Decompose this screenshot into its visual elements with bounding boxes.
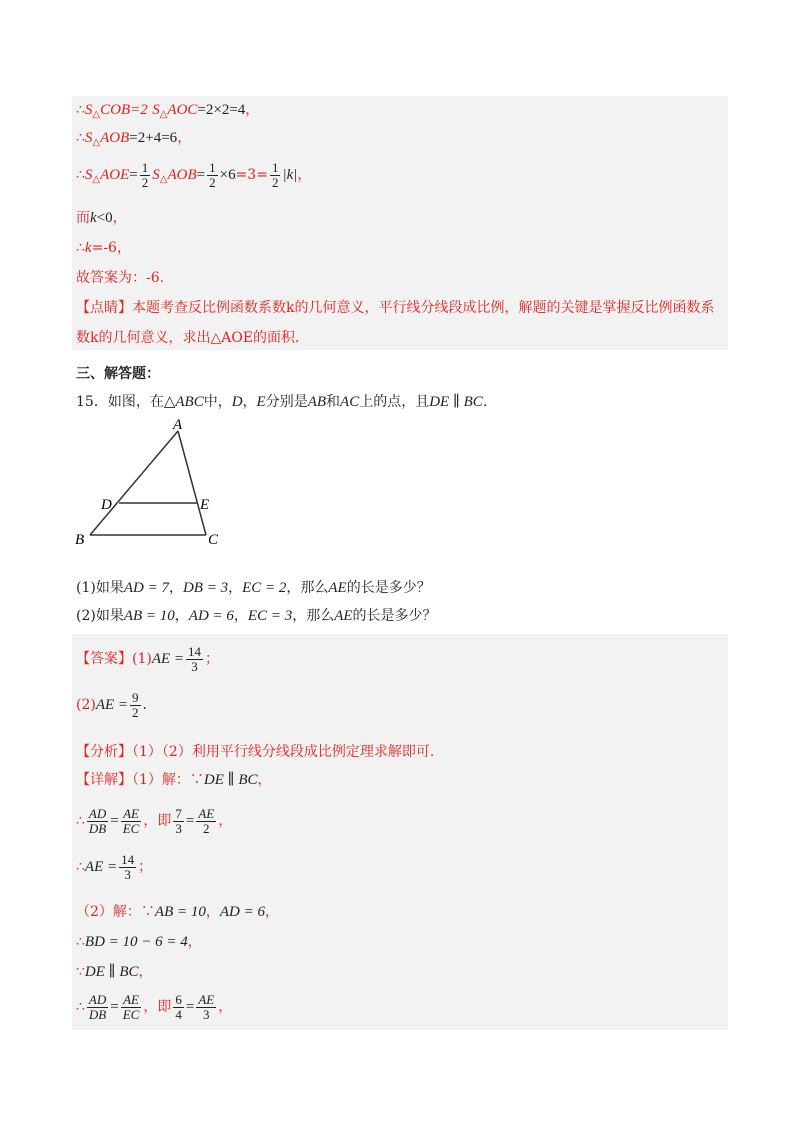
answer-1 — [76, 644, 219, 674]
fraction: $\frac{AE}{EC}$ — [122, 805, 140, 836]
therefore-symbol: ∴ — [76, 999, 85, 1015]
step-6 — [76, 990, 232, 1024]
value: =-6， — [91, 240, 131, 256]
expression: =3= — [235, 167, 268, 183]
fraction: $\frac{1}{2}$ — [141, 159, 149, 190]
therefore-symbol: ∴ — [76, 934, 85, 950]
step-3 — [76, 902, 279, 922]
subscript: △ — [92, 137, 101, 148]
label-d: D — [101, 497, 112, 513]
section-header: 三、解答题： — [76, 366, 160, 382]
problem-stem — [76, 392, 487, 412]
given-ec: EC = 2 — [242, 580, 287, 596]
given-ec: EC = 3 — [247, 608, 293, 624]
equals: = — [196, 167, 206, 183]
parallel-relation: DE ∥ BC — [84, 964, 139, 980]
text: 而 — [76, 210, 90, 226]
punct: ， — [233, 608, 248, 624]
text: 分别是 — [265, 394, 308, 410]
label-e: E — [200, 497, 210, 513]
fraction: $\frac{1}{2}$ — [209, 159, 216, 190]
step-1 — [76, 804, 232, 838]
punct: ， — [187, 934, 202, 950]
punct: ， — [242, 394, 257, 410]
final-answer-line: 故答案为：-6. — [76, 270, 165, 286]
area-name: AOE — [100, 167, 130, 183]
label-c: C — [208, 532, 219, 548]
part-label: （2）解： — [76, 904, 141, 920]
answer-2 — [76, 690, 147, 720]
area-name: AOB — [167, 167, 197, 183]
comment-line-1: 【点睛】本题考查反比例函数系数k的几何意义，平行线分线段成比例，解题的关键是掌握反比例函数系 — [76, 300, 715, 316]
solution-line-1: $\therefore S_\triangle COB=2$ $S_\triangle AOC=2\times 2=4$， — [76, 102, 260, 120]
text: 和 — [326, 394, 341, 410]
text: 中， — [203, 394, 232, 410]
point-e: E — [256, 394, 266, 410]
var-k: k — [90, 210, 97, 226]
punct: . — [482, 394, 488, 410]
equals: = — [110, 999, 119, 1015]
area-name: COB — [100, 102, 131, 118]
text: ，那么 — [286, 580, 329, 596]
segment-ab: AB — [307, 394, 327, 410]
var-k: k — [84, 240, 92, 256]
step-2 — [76, 850, 152, 884]
solution-line-2: $\therefore S_\triangle AOB=2+4=6$， — [76, 130, 192, 148]
punct: ， — [265, 904, 279, 920]
fraction: $\frac{6}{4}$ — [175, 991, 182, 1022]
analysis-line: 【分析】（1）（2）利用平行线分线段成比例定理求解即可. — [76, 744, 435, 760]
punct: ， — [138, 964, 153, 980]
expression: BD = 10 − 6 = 4 — [84, 934, 188, 950]
area-name: AOB — [100, 130, 130, 146]
equals: = — [185, 999, 195, 1015]
segment-ac: AC — [340, 394, 360, 410]
fraction: $\frac{1}{2}$ — [271, 159, 279, 190]
lhs: AE = — [84, 859, 118, 875]
expression: ×6 — [219, 167, 236, 183]
given-ad: AD = 6 — [219, 904, 265, 920]
equals: = — [129, 167, 138, 183]
detail-label: 【详解】（1）解： — [76, 772, 190, 788]
solution-line-4 — [76, 208, 127, 228]
expression: =2+4=6 — [129, 130, 178, 146]
given-ab: AB = 10 — [123, 608, 175, 624]
side-ac — [178, 431, 206, 535]
solution-line-5 — [76, 238, 131, 258]
target-ae: AE — [328, 580, 347, 596]
value: =2 — [130, 102, 148, 118]
therefore-symbol: ∴ — [76, 859, 85, 875]
because-symbol: ∵ — [189, 772, 204, 788]
area-name: AOC — [167, 102, 198, 118]
lhs: AE = — [151, 651, 185, 667]
abs-k: |k| — [282, 167, 298, 183]
punct: . — [142, 697, 147, 713]
solution-line-3: $\therefore S_\triangle AOE=$ $\frac{1}{2}$ $S_\triangle AOB=$ $\frac{1}{2}$ ×6=3= $\frac{1}{2}$ |k|， — [76, 159, 312, 190]
given-ab: AB = 10 — [154, 904, 206, 920]
point-d: D — [231, 394, 243, 410]
text: 的长是多少？ — [352, 608, 437, 624]
text: ，即 — [143, 813, 172, 829]
label-b: B — [75, 532, 85, 548]
fraction: $\frac{AE}{3}$ — [198, 991, 215, 1022]
triangle-figure — [70, 415, 230, 550]
text: 的长是多少？ — [346, 580, 431, 596]
relation: <0 — [96, 210, 113, 226]
text: 15．如图，在 — [76, 394, 164, 410]
given-ad: AD = 6 — [188, 608, 234, 624]
fraction: $\frac{AD}{DB}$ — [88, 991, 107, 1022]
subscript: △ — [92, 109, 101, 120]
comment-line-2: 数k的几何意义，求出△AOE的面积. — [76, 330, 300, 346]
punct: ， — [218, 813, 233, 829]
punct: ， — [245, 102, 260, 118]
answer-label: 【答案】(1) — [76, 651, 152, 667]
fraction: $\frac{14}{3}$ — [188, 643, 202, 674]
punct: ， — [297, 167, 312, 183]
because-symbol: ∵ — [76, 964, 85, 980]
subscript: △ — [159, 109, 168, 120]
side-ab — [90, 431, 178, 535]
therefore-symbol: ∴ — [76, 130, 85, 146]
expression: =2×2=4 — [197, 102, 246, 118]
parallel-relation: DE ∥ BC — [203, 772, 258, 788]
punct: ， — [218, 999, 233, 1015]
question-1 — [76, 578, 431, 598]
punct: ， — [205, 904, 220, 920]
question-2 — [76, 606, 437, 626]
fraction: $\frac{AD}{DB}$ — [88, 805, 107, 836]
detail-line — [76, 770, 272, 790]
fraction: $\frac{AE}{EC}$ — [122, 991, 140, 1022]
punct: ； — [138, 859, 153, 875]
answer-label: (2) — [76, 697, 96, 713]
lhs: AE = — [95, 697, 129, 713]
step-4 — [76, 932, 202, 952]
step-5 — [76, 962, 153, 982]
therefore-symbol: ∴ — [76, 813, 85, 829]
punct: ， — [168, 580, 183, 596]
text: ，即 — [143, 999, 172, 1015]
triangle-abc: △ABC — [163, 394, 204, 410]
punct: ， — [257, 772, 272, 788]
equals: = — [185, 813, 195, 829]
punct: ， — [112, 210, 127, 226]
fraction: $\frac{AE}{2}$ — [198, 805, 215, 836]
equals: = — [110, 813, 119, 829]
subscript: △ — [92, 174, 101, 185]
punct: ， — [174, 608, 189, 624]
fraction: $\frac{14}{3}$ — [121, 851, 135, 882]
fraction: $\frac{9}{2}$ — [132, 689, 139, 720]
punct: ， — [228, 580, 243, 596]
therefore-symbol: ∴ — [76, 102, 85, 118]
parallel-relation: DE ∥ BC — [429, 394, 483, 410]
target-ae: AE — [334, 608, 353, 624]
text: (2)如果 — [76, 608, 124, 624]
subscript: △ — [159, 174, 168, 185]
punct: ； — [205, 651, 220, 667]
punct: ， — [177, 130, 192, 146]
text: (1)如果 — [76, 580, 124, 596]
given-ad: AD = 7 — [123, 580, 169, 596]
text: ，那么 — [292, 608, 335, 624]
text: 上的点，且 — [359, 394, 430, 410]
fraction: $\frac{7}{3}$ — [175, 805, 182, 836]
therefore-symbol: ∴ — [76, 240, 85, 256]
label-a: A — [173, 417, 183, 433]
because-symbol: ∵ — [140, 904, 155, 920]
given-db: DB = 3 — [182, 580, 229, 596]
therefore-symbol: ∴ — [76, 167, 85, 183]
